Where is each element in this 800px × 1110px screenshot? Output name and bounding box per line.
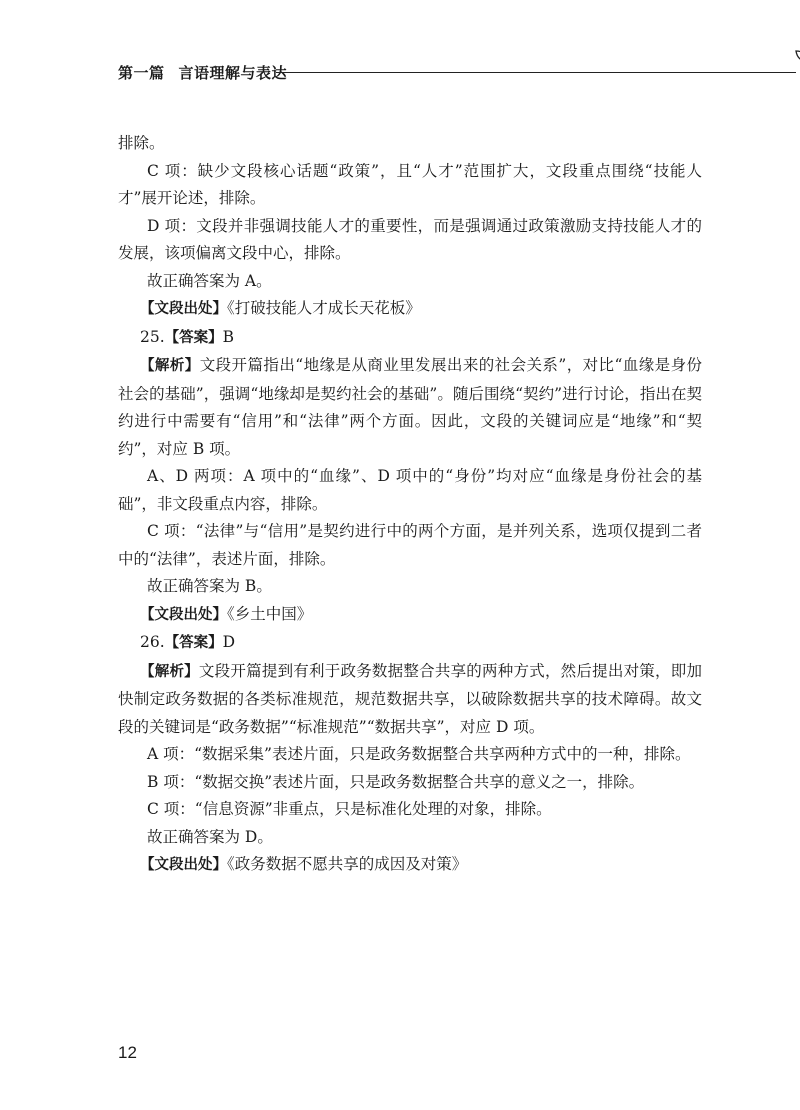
paragraph: 故正确答案为 A。 — [147, 271, 272, 290]
sprout-icon — [790, 46, 800, 78]
running-header — [118, 60, 718, 84]
answer-explanations — [118, 130, 702, 880]
header-part: 第一篇 — [118, 64, 165, 82]
section-tag: 【解析】 — [140, 358, 200, 374]
tag-content: 《打破技能人才成长天花板》 — [227, 299, 421, 317]
section-tag: 【文段出处】 — [140, 301, 227, 317]
tag-content: B — [222, 327, 235, 346]
labeled-paragraph — [118, 324, 702, 353]
paragraph: A、D 两项：A 项中的“血缘”、D 项中的“身份”均对应“血缘是身份社会的基础”，非文段重点内容，排除。 — [118, 467, 702, 513]
question-number: 25. — [140, 327, 165, 346]
paragraph: 故正确答案为 D。 — [147, 827, 273, 846]
labeled-paragraph — [118, 352, 702, 463]
question-number: 26. — [140, 633, 165, 651]
labeled-paragraph — [118, 851, 702, 880]
labeled-paragraph — [118, 629, 702, 658]
section-tag: 【文段出处】 — [140, 857, 227, 873]
tag-content: 文段开篇指出“地缘是从商业里发展出来的社会关系”，对比“血缘是身份社会的基础”，强调“地缘却是契约社会的基础”。随后围绕“契约”进行讨论，指出在契约进行中需要有“信用”和“法律”两个方面。因此，文段的关键词应是“地缘”和“契约”，对应 B 项。 — [118, 356, 703, 458]
paragraph: C 项：“法律”与“信用”是契约进行中的两个方面，是并列关系，选项仅提到二者中的“法律”，表述片面，排除。 — [118, 522, 702, 568]
labeled-paragraph — [118, 601, 702, 630]
paragraph: 故正确答案为 B。 — [147, 577, 272, 595]
tag-content: 《乡土中国》 — [227, 604, 313, 623]
header-rule — [276, 72, 796, 73]
tag-content: 《政务数据不愿共享的成因及对策》 — [227, 855, 468, 873]
paragraph: C 项：缺少文段核心话题“政策”，且“人才”范围扩大，文段重点围绕“技能人才”展开论述，排除。 — [118, 161, 702, 207]
paragraph: C 项：“信息资源”非重点，只是标准化处理的对象，排除。 — [147, 800, 552, 818]
section-tag: 【答案】 — [164, 635, 223, 651]
page-number: 12 — [118, 1043, 137, 1062]
labeled-paragraph — [118, 295, 702, 324]
paragraph: 排除。 — [118, 134, 165, 152]
labeled-paragraph — [118, 658, 702, 742]
header-title: 言语理解与表达 — [178, 64, 288, 82]
tag-content: D — [222, 633, 236, 651]
section-tag: 【解析】 — [140, 663, 199, 680]
tag-content: 文段开篇提到有利于政务数据整合共享的两种方式，然后提出对策，即加快制定政务数据的各类标准规范，规范数据共享，以破除数据共享的技术障碍。故文段的关键词是“政务数据”“标准规范”“数据共享”，对应 D 项。 — [118, 661, 702, 736]
section-tag: 【文段出处】 — [140, 606, 227, 623]
header-text — [118, 62, 287, 83]
paragraph: B 项：“数据交换”表述片面，只是政务数据整合共享的意义之一，排除。 — [147, 772, 645, 791]
paragraph: A 项：“数据采集”表述片面，只是政务数据整合共享两种方式中的一种，排除。 — [147, 745, 691, 763]
paragraph: D 项：文段并非强调技能人才的重要性，而是强调通过政策激励支持技能人才的发展，该项偏离文段中心，排除。 — [118, 216, 702, 262]
section-tag: 【答案】 — [164, 329, 223, 346]
